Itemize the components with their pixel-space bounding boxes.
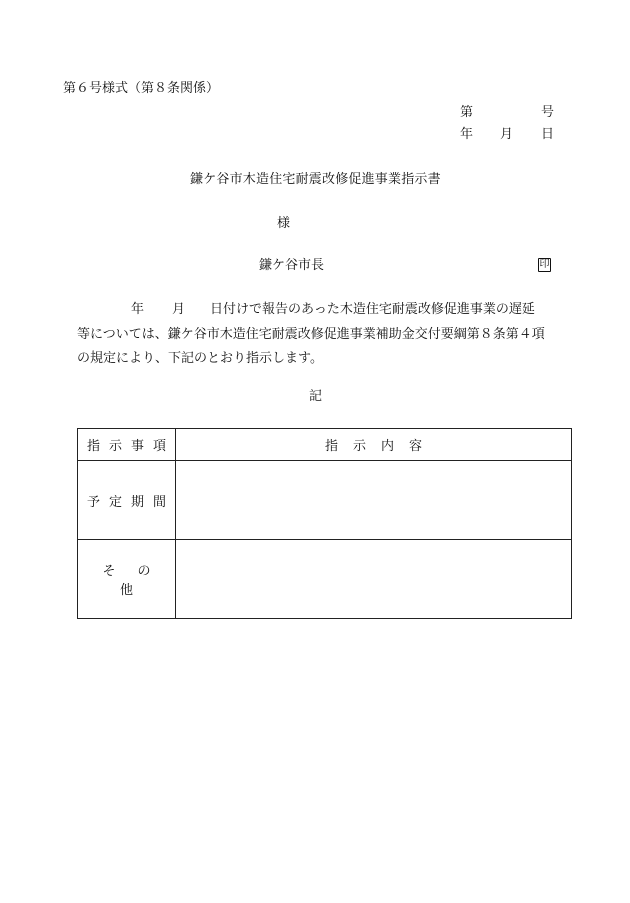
row-content-schedule[interactable]: [176, 461, 572, 540]
table-row: [78, 540, 572, 619]
body-paragraph: [77, 298, 557, 372]
body-line-1: [77, 298, 557, 323]
row-content-other[interactable]: [176, 540, 572, 619]
body-line-2: 等については、鎌ケ谷市木造住宅耐震改修促進事業補助金交付要綱第８条第４項: [77, 326, 545, 342]
date-day-label: 日: [541, 127, 555, 142]
document-number-go: 号: [541, 105, 555, 120]
date-month-label: 月: [500, 127, 514, 142]
body-line-1-text: 日付けで報告のあった木造住宅耐震改修促進事業の遅延: [210, 302, 535, 317]
row-label-schedule: 予定期間: [78, 461, 176, 540]
recipient-honorific: 様: [277, 216, 291, 231]
row-label-other: その他: [78, 540, 176, 619]
instruction-table: [77, 428, 572, 619]
body-month-label: 月: [172, 302, 186, 317]
seal-mark: 印: [539, 259, 550, 270]
header-instruction-content: 指示内容: [176, 429, 572, 461]
document-number-dai: 第: [460, 105, 474, 120]
document-title: 鎌ケ谷市木造住宅耐震改修促進事業指示書: [190, 172, 441, 187]
date-year-label: 年: [460, 127, 474, 142]
header-instruction-item: 指示事項: [78, 429, 176, 461]
body-line-3: の規定により、下記のとおり指示します。: [77, 351, 323, 366]
form-number: 第６号様式（第８条関係）: [63, 81, 220, 96]
table-row: [78, 461, 572, 540]
table-header-row: [78, 429, 572, 461]
body-year-label: 年: [131, 302, 145, 317]
issuer-name: 鎌ケ谷市長: [259, 258, 325, 273]
ki-heading: 記: [309, 389, 323, 404]
